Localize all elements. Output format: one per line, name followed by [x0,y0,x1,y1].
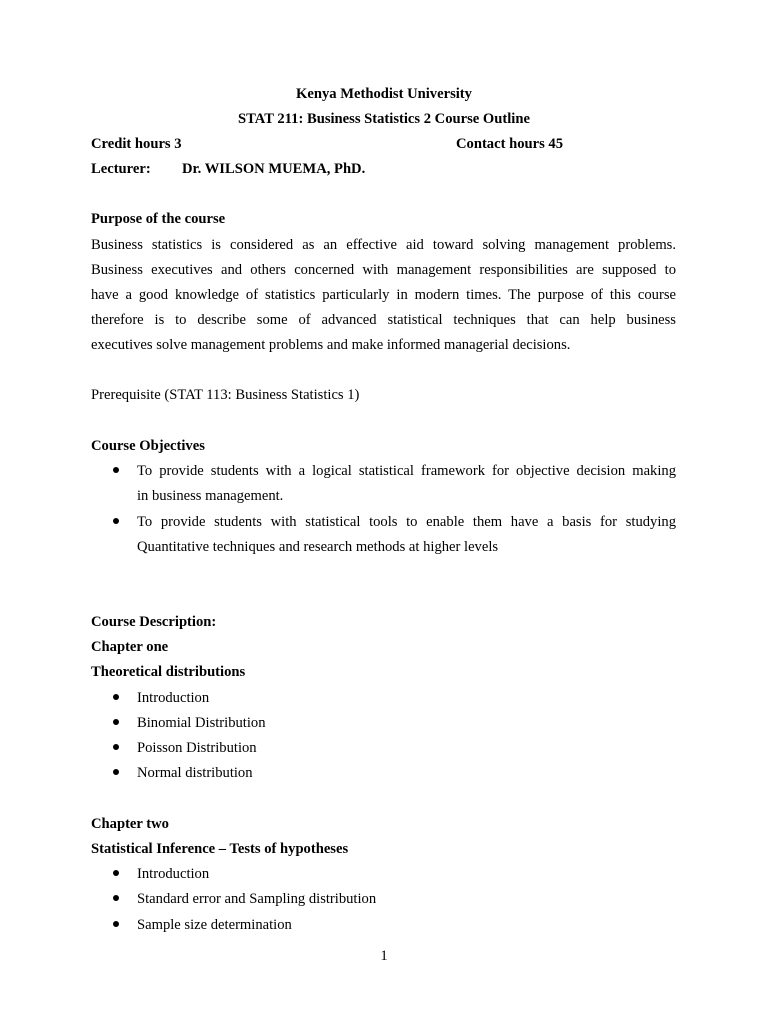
lecturer-name: Dr. WILSON MUEMA, PhD. [182,161,366,177]
list-item: Poisson Distribution [137,740,257,756]
chapter-one-label: Chapter one [91,639,169,655]
purpose-line: executives solve management problems and make informed managerial decisions. [91,337,571,353]
objective-item: To provide students with statistical tools to enable them have a basis for studying [137,514,676,530]
course-title: STAT 211: Business Statistics 2 Course Outline [238,111,530,127]
chapter-one-title: Theoretical distributions [91,664,246,680]
bullet-icon [113,870,121,878]
objective-item-continuation: Quantitative techniques and research methods at higher levels [137,539,499,555]
list-item: Introduction [137,690,210,706]
bullet-icon [113,921,121,929]
objective-item: To provide students with a logical statistical framework for objective decision making [137,463,676,479]
university-name: Kenya Methodist University [296,86,472,102]
bullet-icon [113,769,121,777]
chapter-two-label: Chapter two [91,816,169,832]
purpose-line: therefore is to describe some of advanced statistical techniques that can help business [91,312,676,328]
bullet-icon [113,518,121,526]
bullet-icon [113,895,121,903]
list-item: Normal distribution [137,765,253,781]
purpose-line: Business executives and others concerned with management responsibilities are supposed to [91,262,676,278]
list-item: Introduction [137,866,210,882]
bullet-icon [113,744,121,752]
bullet-icon [113,467,121,475]
objective-item-continuation: in business management. [137,488,284,504]
chapter-two-title: Statistical Inference – Tests of hypotheses [91,841,349,857]
objectives-heading: Course Objectives [91,438,205,454]
purpose-heading: Purpose of the course [91,211,226,227]
list-item: Sample size determination [137,917,292,933]
credit-hours: Credit hours 3 [91,136,182,152]
bullet-icon [113,694,121,702]
lecturer-label: Lecturer: [91,161,151,177]
list-item: Binomial Distribution [137,715,266,731]
bullet-icon [113,719,121,727]
page-number: 1 [380,948,388,964]
description-heading: Course Description: [91,614,217,630]
purpose-line: have a good knowledge of statistics particularly in modern times. The purpose of this course [91,287,676,303]
list-item: Standard error and Sampling distribution [137,891,377,907]
purpose-line: Business statistics is considered as an effective aid toward solving management problems. [91,237,676,253]
prerequisite: Prerequisite (STAT 113: Business Statistics 1) [91,387,360,403]
contact-hours: Contact hours 45 [456,136,564,152]
